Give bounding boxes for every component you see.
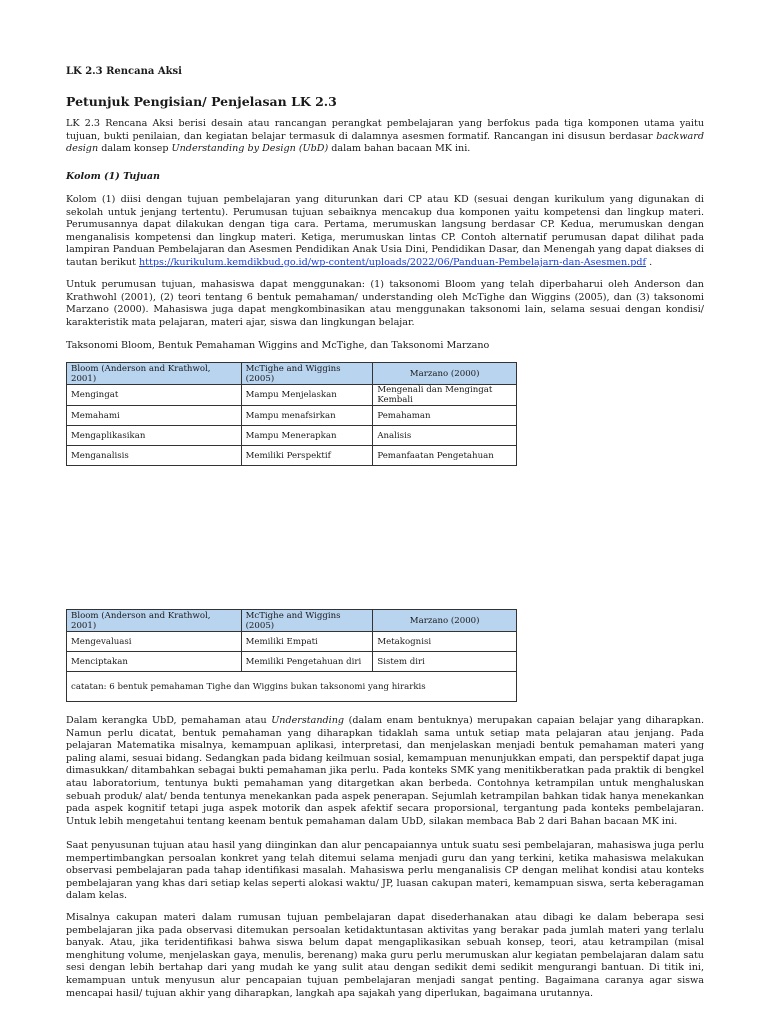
table-cell: Memahami xyxy=(67,406,242,426)
document-label: LK 2.3 Rencana Aksi xyxy=(66,66,182,77)
table-cell: Mengingat xyxy=(67,385,242,406)
table-cell: Menganalisis xyxy=(67,446,242,466)
table-note-row xyxy=(67,672,517,702)
intro-paragraph: LK 2.3 Rencana Aksi berisi desain atau rancangan perangkat pembelajaran yang berfokus pada tiga komponen utama yaitu tujuan, bukti penilaian, dan kegiatan belajar termasuk di dalamnya asesmen formatif. Rancangan ini disusun berdasar backward design dalam konsep Understanding by Design (UbD) dalam bahan bacaan MK ini. xyxy=(66,118,704,155)
page-title: Petunjuk Pengisian/ Penjelasan LK 2.3 xyxy=(66,94,337,109)
table-header-row xyxy=(67,363,517,385)
table-cell: Pemahaman xyxy=(373,406,517,426)
kolom-1-paragraph: Kolom (1) diisi dengan tujuan pembelajaran yang diturunkan dari CP atau KD (sesuai dengan kurikulum yang digunakan di sekolah untuk jenjang tertentu). Perumusan tujuan sebaiknya mencakup dua komponen yaitu kompetensi dan lingkup materi. Perumusannya dapat dilakukan dengan tiga cara. Pertama, merumuskan langsung berdasar CP. Kedua, merumuskan dengan menganalisis kompetensi dan lingkup materi. Ketiga, merumuskan lintas CP. Contoh alternatif perumusan dapat dilihat pada lampiran Panduan Pembelajaran dan Asesmen Pendidikan Anak Usia Dini, Pendidikan Dasar, dan Menengah yang dapat diakses di tautan berikut https://kurikulum.kemdikbud.go.id/wp-content/uploads/2022/06/Panduan-Pembelajarn-dan-Asesmen.pdf . xyxy=(66,194,704,268)
table-cell: Mengaplikasikan xyxy=(67,426,242,446)
table-cell: Mampu menafsirkan xyxy=(241,406,373,426)
table-row xyxy=(67,652,517,672)
table-cell: Memiliki Empati xyxy=(241,632,373,652)
table-note: catatan: 6 bentuk pemahaman Tighe dan Wiggins bukan taksonomi yang hirarkis xyxy=(67,672,517,702)
table-cell: Mampu Menjelaskan xyxy=(241,385,373,406)
table-cell: Analisis xyxy=(373,426,517,446)
col-header-bloom: Bloom (Anderson and Krathwol, 2001) xyxy=(67,363,242,385)
kolom-1-heading: Kolom (1) Tujuan xyxy=(66,171,161,182)
col-header-mctighe: McTighe and Wiggins (2005) xyxy=(241,610,373,632)
table-cell: Mengevaluasi xyxy=(67,632,242,652)
table-cell: Mengenali dan Mengingat Kembali xyxy=(373,385,517,406)
table-row xyxy=(67,385,517,406)
ubd-paragraph: Dalam kerangka UbD, pemahaman atau Understanding (dalam enam bentuknya) merupakan capaian belajar yang diharapkan. Namun perlu dicatat, bentuk pemahaman yang diharapkan tidaklah sama untuk setiap mata pelajaran atau jenjang. Pada pelajaran Matematika misalnya, kemampuan aplikasi, interpretasi, dan menjelaskan menjadi bentuk pemahaman materi yang paling alami, sesuai bidang. Sedangkan pada bidang keilmuan sosial, kemampuan menunjukkan empati, dan perspektif dapat juga dimasukkan/ ditambahkan sebagai bukti pemahaman jika perlu. Pada konteks SMK yang menitikberatkan pada praktik di bengkel atau laboratorium, tentunya bukti pemahaman yang ditargetkan akan berbeda. Contohnya ketrampilan untuk menghaluskan sebuah produk/ alat/ benda tentunya menekankan pada aspek penerapan. Sejumlah ketrampilan bahkan tidak hanya menekankan pada aspek kognitif tetapi juga aspek motorik dan aspek afektif secara proporsional, tergantung pada konteks pembelajaran. Untuk lebih mengetahui tentang keenam bentuk pemahaman dalam UbD, silakan membaca Bab 2 dari Bahan bacaan MK ini. xyxy=(66,715,705,827)
table-cell: Memiliki Pengetahuan diri xyxy=(241,652,373,672)
misal-paragraph: Misalnya cakupan materi dalam rumusan tujuan pembelajaran dapat disederhanakan atau dibagi ke dalam beberapa sesi pembelajaran jika pada observasi ditemukan persoalan ketidaktuntasan aktivitas yang berakar pada jumlah materi yang terlalu banyak. Atau, jika teridentifikasi bahwa siswa belum dapat mengaplikasikan sebuah konsep, teori, atau ketrampilan (misal menghitung volume, menjelaskan gaya, menulis, berenang) maka guru perlu merumuskan alur kegiatan pembelajaran dalam satu sesi dengan lebih bertahap dari yang mudah ke yang sulit atau dengan sedikit demi sedikit mengurangi bantuan. Di titik ini, kemampuan untuk menyusun alur pencapaian tujuan pembelajaran menjadi sangat penting. Bagaimana caranya agar siswa mencapai hasil/ tujuan akhir yang diharapkan, langkah apa sajakah yang diperlukan, bagaimana urutannya. xyxy=(66,912,704,999)
panduan-link[interactable]: https://kurikulum.kemdikbud.go.id/wp-content/uploads/2022/06/Panduan-Pembelajarn-dan-Asesmen.pdf xyxy=(138,256,647,268)
table-cell: Pemanfaatan Pengetahuan xyxy=(373,446,517,466)
taxonomy-table-1 xyxy=(66,362,517,466)
table-row xyxy=(67,406,517,426)
table-cell: Sistem diri xyxy=(373,652,517,672)
table-cell: Mampu Menerapkan xyxy=(241,426,373,446)
col-header-marzano: Marzano (2000) xyxy=(373,610,517,632)
table-row xyxy=(67,426,517,446)
table-cell: Memiliki Perspektif xyxy=(241,446,373,466)
table-caption: Taksonomi Bloom, Bentuk Pemahaman Wiggins and McTighe, dan Taksonomi Marzano xyxy=(66,340,490,351)
saat-paragraph: Saat penyusunan tujuan atau hasil yang diinginkan dan alur pencapaiannya untuk suatu sesi pembelajaran, mahasiswa juga perlu mempertimbangkan persoalan konkret yang telah ditemui selama menjadi guru dan yang terkini, ketika mahasiswa melakukan observasi pembelajaran pada tahap identifikasi masalah. Mahasiswa perlu menganalisis CP dengan melihat kondisi atau konteks pembelajaran yang khas dari setiap kelas seperti alokasi waktu/ JP, luasan cakupan materi, kemampuan siswa, serta keberagaman dalam kelas. xyxy=(66,840,704,902)
table-row xyxy=(67,446,517,466)
table-row xyxy=(67,632,517,652)
table-header-row xyxy=(67,610,517,632)
taxonomy-table-2 xyxy=(66,609,517,702)
table-cell: Menciptakan xyxy=(67,652,242,672)
col-header-marzano: Marzano (2000) xyxy=(373,363,517,385)
table-cell: Metakognisi xyxy=(373,632,517,652)
col-header-mctighe: McTighe and Wiggins (2005) xyxy=(241,363,373,385)
perumusan-paragraph: Untuk perumusan tujuan, mahasiswa dapat menggunakan: (1) taksonomi Bloom yang telah diperbaharui oleh Anderson dan Krathwohl (2001), (2) teori tentang 6 bentuk pemahaman/ understanding oleh McTighe dan Wiggins (2005), dan (3) taksonomi Marzano (2000). Mahasiswa juga dapat mengkombinasikan atau menggunakan taksonomi lain, selama sesuai dengan kondisi/ karakteristik mata pelajaran, materi ajar, siswa dan lingkungan belajar. xyxy=(66,279,704,328)
col-header-bloom: Bloom (Anderson and Krathwol, 2001) xyxy=(67,610,242,632)
